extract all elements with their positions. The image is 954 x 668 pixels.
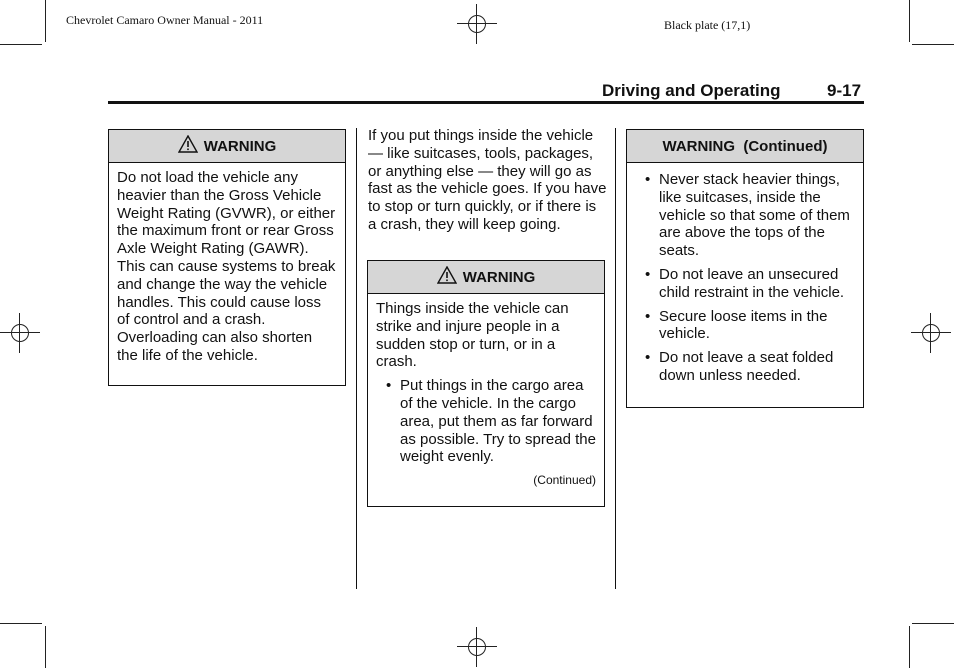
warning-text: Do not load the vehicle any heavier than the Gross Vehicle Weight Rating (GVWR), or either the maximum front or rear Gross Axle Weight Rating (GAWR). This can cause systems to break and change the way the vehicle handles. This could cause loss of control and a crash. Overloading can also shorten the life of the vehicle. [117,169,336,364]
warning-header [109,130,345,163]
crop-mark [45,626,46,668]
warning-header [627,130,863,163]
registration-mark-icon [0,313,40,353]
warning-text: Things inside the vehicle can strike and injure people in a sudden stop or turn, or in a crash. [376,300,569,371]
warning-bullet-list [635,171,855,385]
page-number: 9-17 [827,81,862,100]
warning-title: WARNING [203,137,277,155]
crop-mark [909,0,910,42]
warning-triangle-icon [437,266,457,288]
print-plate-label: Black plate (17,1) [664,18,751,32]
column-divider [615,128,616,589]
warning-box [626,129,864,408]
continued-label: (Continued) [533,473,596,488]
warning-header [368,261,604,294]
print-header-title: Chevrolet Camaro Owner Manual - 2011 [66,13,264,27]
registration-mark-icon [457,627,497,667]
crop-mark [0,44,42,45]
column-divider [356,128,357,589]
crop-mark [0,623,42,624]
warning-triangle-icon [178,135,198,157]
header-rule [108,101,864,104]
registration-mark-icon [457,4,497,44]
warning-bullet-list [376,377,596,466]
warning-box [367,260,605,507]
list-item: • Do not leave a seat folded down unless needed. [635,349,855,385]
crop-mark [912,623,954,624]
registration-mark-icon [911,313,951,353]
list-item: • Secure loose items in the vehicle. [635,308,855,344]
list-item: • Put things in the cargo area of the vehicle. In the cargo area, put them as far forward as possible. Try to spread the weight evenly. [376,377,596,466]
warning-title: WARNING (Continued) [662,137,828,155]
section-title: Driving and Operating [602,81,781,100]
crop-mark [909,626,910,668]
body-paragraph: If you put things inside the vehicle — like suitcases, tools, packages, or anything else — they will go as fast as the vehicle goes. If you have to stop or turn quickly, or if there is a crash, they will keep going. [368,127,607,233]
warning-box [108,129,346,386]
list-item: • Never stack heavier things, like suitcases, inside the vehicle so that some of them are above the tops of the seats. [635,171,855,260]
warning-title: WARNING [462,268,536,286]
warning-content [627,163,863,397]
crop-mark [45,0,46,42]
list-item: • Do not leave an unsecured child restraint in the vehicle. [635,266,855,302]
warning-content [368,294,604,496]
crop-mark [912,44,954,45]
